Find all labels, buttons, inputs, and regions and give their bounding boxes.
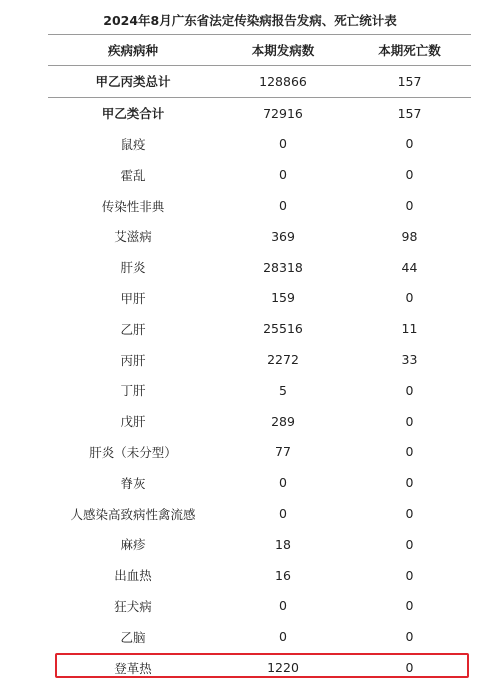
table-row (48, 375, 471, 406)
deaths-cell: 0 (405, 413, 414, 429)
cases-cell: 77 (275, 444, 291, 460)
deaths-cell: 0 (405, 506, 414, 522)
cases-cell: 18 (275, 536, 291, 552)
header-cases: 本期发病数 (251, 43, 315, 58)
disease-cell: 麻疹 (120, 537, 146, 553)
disease-cell: 戊肝 (120, 414, 146, 430)
table-row (48, 467, 471, 498)
disease-cell: 乙脑 (120, 629, 146, 645)
header-deaths: 本期死亡数 (378, 43, 441, 58)
table-row (48, 344, 471, 375)
table-row (48, 129, 471, 160)
cases-cell: 28318 (263, 259, 303, 275)
deaths-cell: 0 (405, 290, 414, 306)
cases-cell: 289 (271, 413, 295, 429)
disease-cell: 脊灰 (120, 475, 146, 491)
table-row (48, 437, 471, 468)
table-row (48, 190, 471, 221)
table-row (48, 529, 471, 560)
deaths-cell: 157 (397, 105, 422, 121)
deaths-cell: 33 (401, 352, 418, 368)
deaths-cell: 44 (401, 259, 418, 275)
cases-cell: 25516 (263, 321, 303, 337)
deaths-cell: 0 (405, 136, 414, 152)
table-header (48, 35, 471, 65)
deaths-cell: 0 (405, 382, 414, 398)
deaths-cell: 98 (401, 228, 418, 244)
cases-cell: 0 (279, 136, 287, 152)
cases-cell: 72916 (263, 105, 303, 121)
disease-cell: 丙肝 (120, 352, 146, 368)
cases-cell: 0 (279, 167, 287, 183)
cases-cell: 0 (279, 475, 287, 491)
cases-cell: 1220 (267, 660, 299, 676)
cases-cell: 16 (275, 567, 291, 583)
disease-cell: 甲乙丙类总计 (95, 74, 171, 90)
cases-cell: 369 (271, 228, 295, 244)
table-row (48, 560, 471, 591)
deaths-cell: 0 (405, 598, 414, 614)
cases-cell: 159 (271, 290, 295, 306)
disease-cell: 乙肝 (120, 321, 146, 337)
table-title: 2024年8月广东省法定传染病报告发病、死亡统计表 (103, 13, 397, 28)
disease-cell: 登革热 (114, 660, 152, 676)
deaths-cell: 157 (397, 73, 422, 89)
table-row (48, 498, 471, 529)
deaths-cell: 0 (405, 198, 414, 214)
disease-cell: 出血热 (114, 568, 152, 584)
table-row (48, 621, 471, 652)
disease-cell: 狂犬病 (114, 598, 152, 614)
table-row (48, 283, 471, 314)
table-row (48, 98, 471, 129)
cases-cell: 0 (279, 629, 287, 645)
deaths-cell: 0 (405, 475, 414, 491)
cases-cell: 5 (279, 382, 287, 398)
table-row (48, 313, 471, 344)
deaths-cell: 0 (405, 660, 414, 676)
deaths-cell: 11 (401, 321, 418, 337)
table-row (48, 406, 471, 437)
deaths-cell: 0 (405, 444, 414, 460)
disease-cell: 传染性非典 (101, 198, 165, 214)
disease-cell: 鼠疫 (120, 136, 146, 152)
disease-cell: 肝炎（未分型） (89, 444, 177, 460)
disease-cell: 霍乱 (120, 167, 146, 183)
table-row (48, 66, 471, 98)
deaths-cell: 0 (405, 629, 414, 645)
table-body (48, 66, 471, 683)
header-disease: 疾病病种 (107, 43, 158, 58)
cases-cell: 0 (279, 198, 287, 214)
disease-cell: 肝炎 (120, 260, 146, 276)
cases-cell: 0 (279, 506, 287, 522)
disease-cell: 人感染高致病性禽流感 (70, 506, 196, 522)
cases-cell: 0 (279, 598, 287, 614)
disease-cell: 甲乙类合计 (101, 106, 165, 122)
disease-cell: 艾滋病 (114, 229, 152, 245)
deaths-cell: 0 (405, 567, 414, 583)
table-row (48, 252, 471, 283)
table-row (48, 221, 471, 252)
cases-cell: 128866 (259, 73, 307, 89)
highlight-box (55, 653, 469, 678)
disease-cell: 甲肝 (120, 290, 146, 306)
table-row (48, 591, 471, 622)
deaths-cell: 0 (405, 536, 414, 552)
deaths-cell: 0 (405, 167, 414, 183)
cases-cell: 2272 (267, 352, 299, 368)
disease-cell: 丁肝 (120, 383, 146, 399)
statistics-table (48, 34, 471, 683)
table-row (48, 159, 471, 190)
